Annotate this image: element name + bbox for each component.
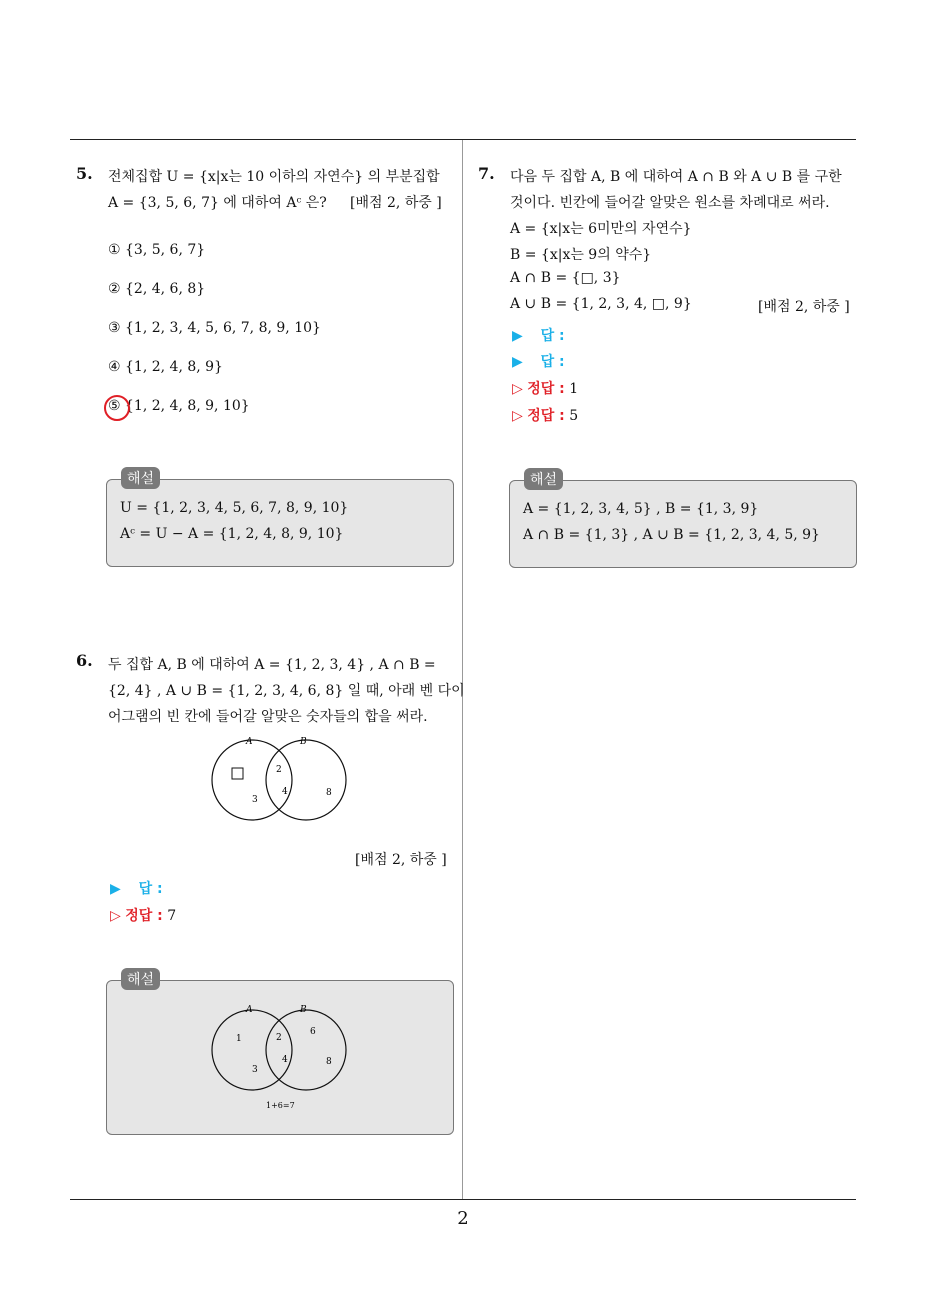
q5-number: 5.: [76, 164, 93, 183]
q6-number: 6.: [76, 651, 93, 670]
q7-stem-line1: 다음 두 집합 A, B 에 대하여 A ∩ B 와 A ∪ B 를 구한: [510, 169, 842, 185]
option-text: {1, 2, 4, 8, 9}: [125, 359, 223, 375]
venn-circle-a: [212, 1010, 292, 1090]
q7-explanation-box: [509, 480, 857, 568]
correct-value: 1: [569, 381, 579, 397]
q5-score: [배점 2, 하중 ]: [350, 195, 442, 211]
q5-explanation-line1: U = {1, 2, 3, 4, 5, 6, 7, 8, 9, 10}: [120, 500, 349, 516]
answer-label: 답 :: [540, 328, 565, 344]
option-text: {1, 2, 3, 4, 5, 6, 7, 8, 9, 10}: [125, 320, 321, 336]
venn-number: 4: [282, 1055, 288, 1065]
q6-venn-diagram: [200, 732, 360, 828]
q7-correct-row-2: [512, 405, 578, 425]
q5-explanation-box: [106, 479, 454, 567]
option-mark: ①: [108, 242, 121, 258]
venn-label-a: A: [246, 1005, 253, 1015]
venn-label-b: B: [300, 737, 307, 747]
play-icon: ▶: [110, 881, 121, 897]
bottom-rule: [70, 1199, 856, 1200]
play-icon: ▶: [512, 354, 523, 370]
venn-number: 3: [252, 795, 258, 805]
option-mark: ④: [108, 359, 121, 375]
q7-answer-row-1: [512, 325, 565, 345]
venn-number: 8: [326, 1057, 332, 1067]
play-icon: ▶: [512, 328, 523, 344]
q7-number: 7.: [478, 164, 495, 183]
answer-label: 답 :: [540, 354, 565, 370]
q7-stem-line3: A = {x|x는 6미만의 자연수}: [510, 221, 692, 237]
q5-stem-line1: 전체집합 U = {x|x는 10 이하의 자연수} 의 부분집합: [108, 169, 440, 185]
top-rule: [70, 139, 856, 140]
option-mark: ⑤: [108, 398, 121, 414]
q6-stem-line3: 어그램의 빈 칸에 들어갈 알맞은 숫자들의 합을 써라.: [108, 709, 428, 725]
correct-value: 7: [167, 908, 177, 924]
q7-stem-line5: A ∩ B = {□, 3}: [510, 270, 621, 286]
option-mark: ②: [108, 281, 121, 297]
q7-explanation-line2: A ∩ B = {1, 3} , A ∪ B = {1, 2, 3, 4, 5, 9}: [523, 527, 820, 543]
correct-value: 5: [569, 408, 579, 424]
option-mark: ③: [108, 320, 121, 336]
venn-number: 8: [326, 788, 332, 798]
q7-score: [배점 2, 하중 ]: [758, 299, 850, 315]
outline-play-icon: ▷: [110, 908, 121, 924]
answer-label: 답 :: [138, 881, 163, 897]
q6-answer-row: [110, 878, 163, 898]
outline-play-icon: ▷: [512, 381, 523, 397]
option-text: {1, 2, 4, 8, 9, 10}: [125, 398, 250, 414]
q5-stem-line2: A = {3, 5, 6, 7} 에 대하여 Aᶜ 은?: [108, 195, 327, 211]
column-divider: [462, 140, 463, 1200]
venn-number: 1: [236, 1034, 242, 1044]
q6-explanation-tag: 해설: [121, 968, 160, 990]
q6-stem-line1: 두 집합 A, B 에 대하여 A = {1, 2, 3, 4} , A ∩ B =: [108, 657, 436, 673]
venn-number: 2: [276, 765, 282, 775]
outline-play-icon: ▷: [512, 408, 523, 424]
venn-caption: 1+6=7: [266, 1101, 295, 1110]
option-text: {2, 4, 6, 8}: [125, 281, 206, 297]
q5-option-4[interactable]: [108, 359, 223, 375]
venn-number: 6: [310, 1027, 316, 1037]
blank-box: [232, 768, 243, 779]
q6-explanation-venn: [200, 1000, 360, 1115]
q7-correct-row-1: [512, 378, 578, 398]
venn-number: 4: [282, 787, 288, 797]
q7-answer-row-2: [512, 351, 565, 371]
q5-explanation-line2: Aᶜ = U − A = {1, 2, 4, 8, 9, 10}: [120, 526, 344, 542]
q5-option-1[interactable]: [108, 242, 205, 258]
q6-stem-line2: {2, 4} , A ∪ B = {1, 2, 3, 4, 6, 8} 일 때, 아래 벤 다이: [108, 683, 465, 699]
q5-option-3[interactable]: [108, 320, 321, 336]
q7-stem-line2: 것이다. 빈칸에 들어갈 알맞은 원소를 차례대로 써라.: [510, 195, 830, 211]
venn-circle-a: [212, 740, 292, 820]
correct-label: 정답 :: [527, 408, 565, 424]
q6-score: [배점 2, 하중 ]: [355, 852, 447, 868]
q7-explanation-line1: A = {1, 2, 3, 4, 5} , B = {1, 3, 9}: [523, 501, 759, 517]
q5-option-2[interactable]: [108, 281, 205, 297]
correct-label: 정답 :: [527, 381, 565, 397]
venn-circle-b: [266, 1010, 346, 1090]
correct-label: 정답 :: [125, 908, 163, 924]
venn-number: 3: [252, 1065, 258, 1075]
q7-stem-line6: A ∪ B = {1, 2, 3, 4, □, 9}: [510, 296, 692, 312]
venn-circle-b: [266, 740, 346, 820]
venn-number: 2: [276, 1033, 282, 1043]
page-number: 2: [457, 1208, 469, 1229]
option-text: {3, 5, 6, 7}: [125, 242, 206, 258]
q7-stem-line4: B = {x|x는 9의 약수}: [510, 247, 652, 263]
venn-label-a: A: [246, 737, 253, 747]
q5-explanation-tag: 해설: [121, 467, 160, 489]
q7-explanation-tag: 해설: [524, 468, 563, 490]
venn-label-b: B: [300, 1005, 307, 1015]
selected-answer-circle: [104, 395, 130, 421]
q6-correct-row: [110, 905, 176, 925]
